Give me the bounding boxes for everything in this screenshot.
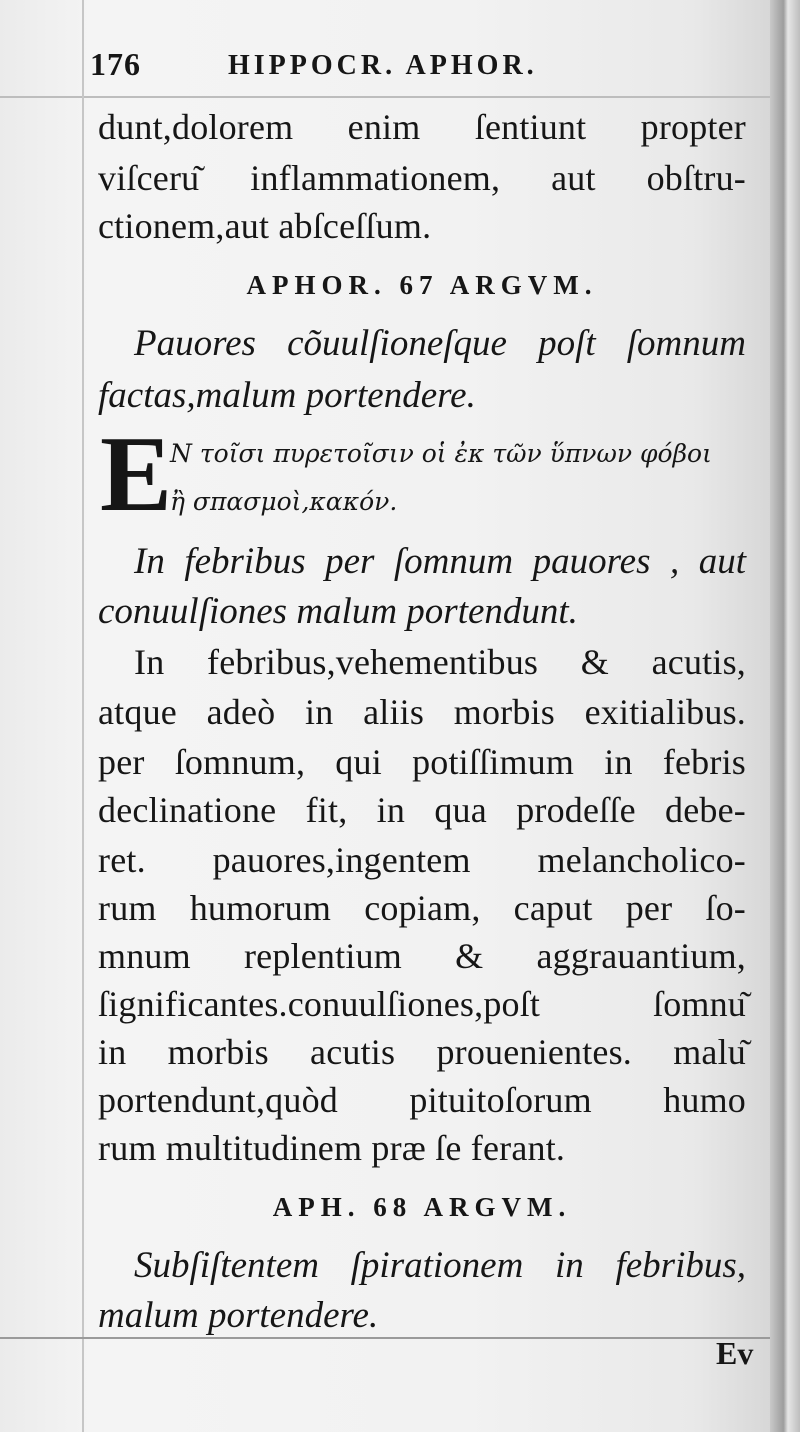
top-rule [0, 96, 770, 98]
commentary-line: portendunt,quòd pituitoſorum humo [98, 1080, 746, 1120]
commentary-line: atque adeò in aliis morbis exitialibus. [98, 692, 746, 732]
aphorism-heading-67: APHOR. 67 ARGVM. [246, 270, 598, 300]
commentary-line: ſignificantes.conuulſiones,poſt ſomnu͂ [98, 984, 746, 1024]
page-edge-shadow [770, 0, 800, 1432]
commentary-line: rum humorum copiam, caput per ſo- [98, 888, 746, 928]
commentary-line: ret. pauores,ingentem melancholico- [98, 840, 746, 880]
commentary-line: per ſomnum, qui potiſſimum in febris [98, 742, 746, 782]
argument-line: Pauores cõuulſioneſque poſt ſomnum [134, 323, 746, 364]
text-line: viſceru͂ inflammationem, aut obſtru- [98, 158, 746, 198]
drop-capital: E [100, 415, 173, 534]
text-line: ctionem,aut abſceſſum. [98, 206, 432, 246]
commentary-line: In febribus,vehementibus & acutis, [134, 642, 746, 682]
text-line: dunt,dolorem enim ſentiunt propter [98, 107, 746, 147]
commentary-line: mnum replentium & aggrauantium, [98, 936, 746, 976]
translation-line: conuulſiones malum portendunt. [98, 591, 578, 632]
translation-line: In febribus per ſomnum pauores , aut [134, 541, 746, 582]
argument-line: Subſiſtentem ſpirationem in febribus, [134, 1245, 746, 1286]
running-header [90, 46, 746, 86]
commentary-line: declinatione fit, in qua prodeſſe debe- [98, 790, 746, 830]
catchword: Ev [716, 1335, 754, 1371]
argument-line: factas,malum portendere. [98, 375, 476, 416]
commentary-line: in morbis acutis prouenientes. malu͂ [98, 1032, 746, 1072]
page-number: 176 [90, 46, 141, 82]
argument-line: malum portendere. [98, 1295, 379, 1336]
greek-line: ἢ σπασμοὶ,κακόν. [170, 487, 398, 516]
aphorism-heading-68: APH. 68 ARGVM. [272, 1192, 572, 1222]
running-title: HIPPOCR. APHOR. [228, 50, 538, 81]
commentary-line: rum multitudinem præ ſe ferant. [98, 1128, 566, 1168]
left-margin-rule [82, 0, 84, 1432]
greek-line: N τοῖσι πυρετοῖσιν οἱ ἐκ τῶν ὕπνων φόβοι [170, 439, 712, 468]
